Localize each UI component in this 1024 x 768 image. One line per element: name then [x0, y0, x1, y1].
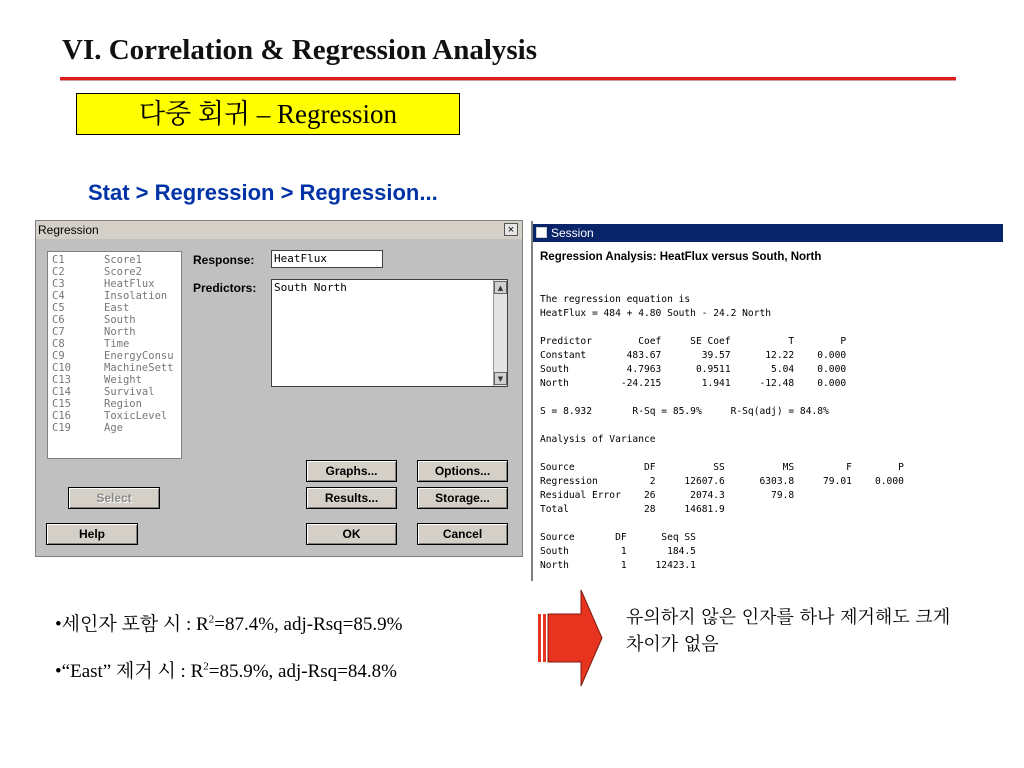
variable-list-item[interactable]	[52, 374, 142, 386]
variable-list-item[interactable]	[52, 254, 142, 266]
bullet-three-factors	[55, 609, 402, 636]
variable-list[interactable]	[47, 251, 182, 459]
help-button[interactable]: Help	[46, 523, 138, 545]
predictors-scrollbar[interactable]	[493, 280, 507, 386]
variable-column-id: C6	[52, 314, 65, 326]
dialog-titlebar[interactable]	[36, 221, 522, 239]
predictors-value: South North	[274, 281, 347, 294]
variable-list-item[interactable]	[52, 350, 174, 362]
variable-column-id: C4	[52, 290, 65, 302]
session-output-line	[540, 419, 904, 433]
session-output-line: Regression 2 12607.6 6303.8 79.01 0.000	[540, 476, 904, 487]
variable-name: Time	[104, 338, 130, 350]
variable-list-item[interactable]	[52, 290, 167, 302]
variable-column-id: C3	[52, 278, 65, 290]
predictors-label: Predictors:	[193, 281, 257, 295]
select-button[interactable]: Select	[68, 487, 160, 509]
variable-name: Score2	[104, 266, 142, 278]
variable-list-item[interactable]	[52, 326, 136, 338]
session-output-line: North -24.215 1.941 -12.48 0.000	[540, 378, 847, 389]
session-output-line	[540, 391, 904, 405]
variable-name: South	[104, 314, 136, 326]
session-title: Session	[551, 226, 594, 240]
session-window	[531, 221, 1001, 581]
session-output-line: S = 8.932 R-Sq = 85.9% R-Sq(adj) = 84.8%	[540, 406, 829, 417]
variable-column-id: C19	[52, 422, 71, 434]
bullet-1-prefix: •세인자 포함 시 : R	[55, 614, 209, 635]
variable-column-id: C10	[52, 362, 71, 374]
session-output-line: South 4.7963 0.9511 5.04 0.000	[540, 364, 847, 375]
variable-list-item[interactable]	[52, 338, 129, 350]
variable-name: Score1	[104, 254, 142, 266]
variable-column-id: C8	[52, 338, 65, 350]
section-subtitle: 다중 회귀 – Regression	[76, 93, 460, 135]
predictors-input[interactable]	[271, 279, 508, 387]
variable-column-id: C9	[52, 350, 65, 362]
conclusion-text: 유의하지 않은 인자를 하나 제거해도 크게 차이가 없음	[626, 607, 951, 655]
variable-list-item[interactable]	[52, 362, 174, 374]
session-output-line: Predictor Coef SE Coef T P	[540, 336, 847, 347]
variable-column-id: C15	[52, 398, 71, 410]
regression-dialog	[35, 220, 523, 557]
bullet-east-removed	[55, 656, 397, 683]
bullet-2-suffix: =85.9%, adj-Rsq=84.8%	[208, 661, 397, 682]
variable-name: Survival	[104, 386, 155, 398]
variable-list-item[interactable]	[52, 386, 155, 398]
response-input[interactable]: HeatFlux	[271, 250, 383, 268]
session-titlebar[interactable]	[533, 224, 1003, 242]
variable-list-item[interactable]	[52, 278, 155, 290]
menu-path: Stat > Regression > Regression...	[88, 180, 438, 205]
session-output-line	[540, 321, 904, 335]
results-button[interactable]: Results...	[306, 487, 397, 509]
session-output-line: Total 28 14681.9	[540, 504, 725, 515]
variable-name: Region	[104, 398, 142, 410]
session-output-line: South 1 184.5	[540, 546, 696, 557]
variable-list-item[interactable]	[52, 398, 142, 410]
session-output-line: Constant 483.67 39.57 12.22 0.000	[540, 350, 847, 361]
cancel-button[interactable]: Cancel	[417, 523, 508, 545]
scroll-up-icon[interactable]: ▲	[494, 281, 507, 294]
session-output-line: Residual Error 26 2074.3 79.8	[540, 490, 795, 501]
variable-name: EnergyConsu	[104, 350, 174, 362]
variable-name: Insolation	[104, 290, 168, 302]
variable-column-id: C5	[52, 302, 65, 314]
session-output-line: Analysis of Variance	[540, 434, 656, 445]
bullet-2-sup: 2	[203, 660, 209, 673]
session-output-line: Source DF Seq SS	[540, 532, 696, 543]
variable-list-item[interactable]	[52, 422, 123, 434]
variable-name: North	[104, 326, 136, 338]
bullet-1-suffix: =87.4%, adj-Rsq=85.9%	[214, 614, 403, 635]
variable-name: MachineSett	[104, 362, 174, 374]
session-output	[540, 293, 904, 573]
graphs-button[interactable]: Graphs...	[306, 460, 397, 482]
right-arrow-icon	[536, 588, 606, 688]
title-divider-shadow	[60, 80, 956, 81]
variable-name: HeatFlux	[104, 278, 155, 290]
variable-list-item[interactable]	[52, 266, 142, 278]
response-label: Response:	[193, 253, 255, 267]
variable-name: Weight	[104, 374, 142, 386]
variable-column-id: C16	[52, 410, 71, 422]
scroll-down-icon[interactable]: ▼	[494, 372, 507, 385]
variable-name: Age	[104, 422, 123, 434]
variable-list-item[interactable]	[52, 314, 136, 326]
session-output-line: North 1 12423.1	[540, 560, 696, 571]
variable-list-item[interactable]	[52, 410, 167, 422]
variable-list-item[interactable]	[52, 302, 129, 314]
session-output-line: Source DF SS MS F P	[540, 462, 904, 473]
storage-button[interactable]: Storage...	[417, 487, 508, 509]
session-output-line: HeatFlux = 484 + 4.80 South - 24.2 North	[540, 308, 772, 319]
ok-button[interactable]: OK	[306, 523, 397, 545]
dialog-title: Regression	[38, 223, 99, 237]
session-output-line	[540, 447, 904, 461]
variable-column-id: C1	[52, 254, 65, 266]
variable-column-id: C2	[52, 266, 65, 278]
session-output-line: The regression equation is	[540, 294, 691, 305]
variable-name: ToxicLevel	[104, 410, 168, 422]
variable-name: East	[104, 302, 130, 314]
session-heading: Regression Analysis: HeatFlux versus South, North	[540, 251, 822, 263]
variable-column-id: C7	[52, 326, 65, 338]
close-icon[interactable]: ×	[504, 223, 518, 236]
options-button[interactable]: Options...	[417, 460, 508, 482]
bullet-2-prefix: •“East” 제거 시 : R	[55, 661, 204, 682]
variable-column-id: C14	[52, 386, 71, 398]
variable-column-id: C13	[52, 374, 71, 386]
session-output-line	[540, 517, 904, 531]
session-window-icon	[536, 227, 547, 238]
bullet-1-sup: 2	[208, 613, 215, 626]
slide-title: VI. Correlation & Regression Analysis	[62, 34, 538, 66]
